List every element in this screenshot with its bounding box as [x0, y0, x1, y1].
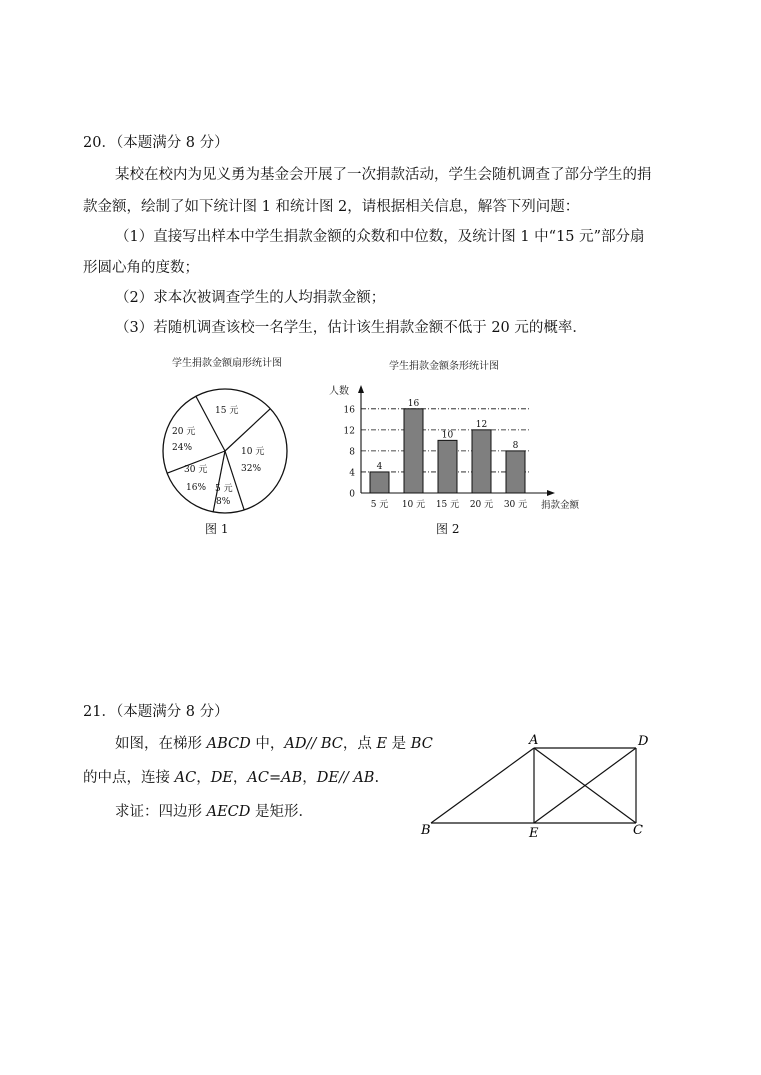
q21-line3	[115, 802, 313, 822]
point-label-C: C	[633, 823, 643, 838]
q21-math: AD// BC	[284, 736, 343, 752]
q21-line1	[115, 734, 433, 754]
q21-text: 的中点，连接	[83, 770, 175, 786]
bar-data-label: 8	[512, 440, 519, 451]
pie-slice-percent: 16%	[186, 483, 207, 493]
bar	[506, 451, 525, 493]
bar-x-axis-arrow	[547, 490, 555, 496]
pie-slice-label: 30 元	[184, 465, 208, 475]
q20-part3: （3）若随机调查该校一名学生，估计该生捐款金额不低于 20 元的概率．	[115, 320, 587, 336]
bar-y-tick-label: 12	[343, 426, 355, 437]
bar-data-label: 10	[441, 430, 454, 441]
bar-y-axis-label: 人数	[329, 386, 349, 397]
bar-category-label: 30 元	[503, 500, 528, 510]
pie-chart	[155, 381, 295, 521]
q20-part2: （2）求本次被调查学生的人均捐款金额；	[115, 290, 386, 306]
pie-chart-title: 学生捐款金额扇形统计图	[172, 358, 282, 369]
bar-category-label: 20 元	[469, 500, 494, 510]
q21-math: DE// AB	[316, 770, 375, 786]
pie-slice-label: 20 元	[172, 427, 196, 437]
q20-header: 20．（本题满分 8 分）	[83, 135, 229, 151]
q21-math: DE	[210, 770, 233, 786]
pie-slice-percent: 24%	[172, 443, 193, 453]
q21-text: 中，	[250, 736, 285, 752]
bar	[472, 430, 491, 493]
q21-line2	[83, 768, 379, 788]
q21-math: ABCD	[206, 736, 251, 752]
bar-data-label: 12	[475, 419, 488, 430]
pie-slice-percent: 8%	[216, 497, 231, 507]
pie-slice-percent: 32%	[241, 464, 262, 474]
bar-data-label: 4	[376, 461, 383, 472]
bar-chart	[325, 380, 595, 520]
q21-text: .	[374, 770, 380, 786]
bar	[404, 409, 423, 493]
bar-category-label: 10 元	[401, 500, 426, 510]
bar-category-label: 5 元	[370, 500, 389, 510]
q21-math: AECD	[206, 804, 251, 820]
q20-intro-line1: 某校在校内为见义勇为基金会开展了一次捐款活动，学生会随机调查了部分学生的捐	[115, 167, 652, 183]
q21-text: ，	[232, 770, 248, 786]
bar	[438, 440, 457, 493]
q20-intro-line2: 款金额，绘制了如下统计图 1 和统计图 2，请根据相关信息，解答下列问题：	[83, 199, 580, 215]
bar-chart-title: 学生捐款金额条形统计图	[389, 361, 499, 372]
q21-text: 如图，在梯形	[115, 736, 207, 752]
q21-math: AC	[174, 770, 197, 786]
q21-text: 是矩形．	[250, 804, 313, 820]
bar-data-label: 16	[407, 398, 420, 409]
q20-part1-line2: 形圆心角的度数；	[83, 260, 199, 276]
bar-y-tick-label: 8	[349, 447, 355, 458]
point-label-D: D	[638, 734, 649, 749]
q21-text: ，	[196, 770, 211, 786]
q21-text: ，	[302, 770, 317, 786]
q20-part1-line1: （1）直接写出样本中学生捐款金额的众数和中位数，及统计图 1 中“15 元”部分扇	[115, 229, 645, 245]
pie-slice-label: 10 元	[241, 447, 265, 457]
pie-slice-label: 5 元	[215, 484, 233, 494]
pie-slice-label: 15 元	[215, 406, 239, 416]
segment-AB	[431, 748, 534, 823]
q21-header: 21．（本题满分 8 分）	[83, 704, 229, 720]
q21-text: 求证：四边形	[115, 804, 207, 820]
figure-1-caption: 图 1	[205, 522, 229, 536]
point-label-E: E	[529, 826, 539, 840]
bar-y-axis-arrow	[358, 385, 364, 393]
q21-math: AC=AB	[247, 770, 303, 786]
point-label-B: B	[421, 823, 431, 838]
q21-text: ，点	[342, 736, 377, 752]
bar-y-tick-label: 4	[349, 468, 355, 479]
figure-2-caption: 图 2	[436, 522, 460, 536]
bar	[370, 472, 389, 493]
bar-y-tick-label: 0	[349, 489, 355, 500]
bar-x-axis-label: 捐款金额	[541, 500, 580, 511]
bar-category-label: 15 元	[435, 500, 460, 510]
bar-y-tick-label: 16	[343, 405, 355, 416]
q21-text: 是	[387, 736, 411, 752]
point-label-A: A	[529, 733, 539, 748]
q21-math: BC	[410, 736, 433, 752]
q21-math: E	[376, 736, 388, 752]
trapezoid-figure	[415, 730, 655, 840]
